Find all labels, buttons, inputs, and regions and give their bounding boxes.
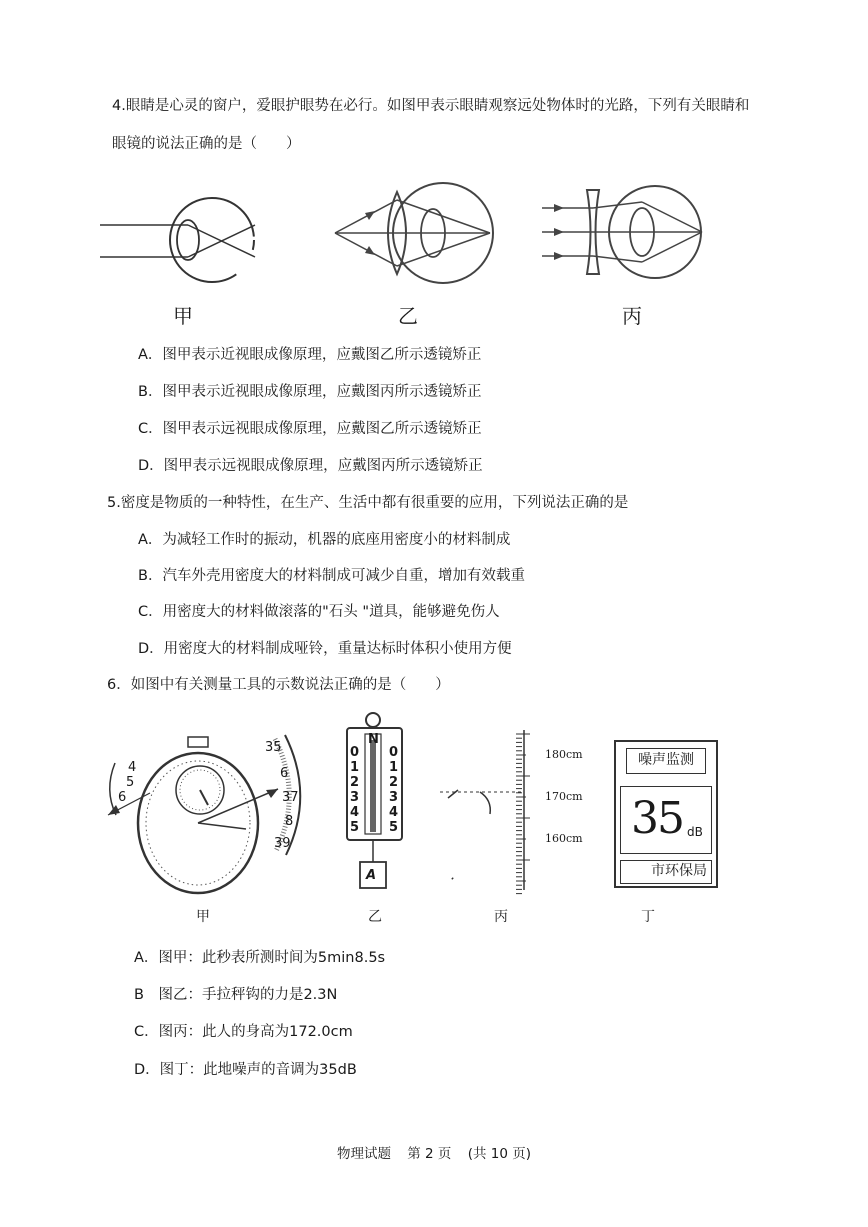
spring-scale-label-3: 3 <box>350 790 360 805</box>
spring-scale-label-2: 2 <box>350 775 360 790</box>
q4-option-d: D．图甲表示远视眼成像原理，应戴图丙所示透镜矫正 <box>138 458 483 474</box>
q5-option-d: D．用密度大的材料制成哑铃，重量达标时体积小使用方便 <box>138 641 512 657</box>
q4-figure-bing <box>542 180 707 285</box>
stopwatch-minute-4: 4 <box>128 760 137 775</box>
spring-scale-unit: N <box>368 732 379 747</box>
ruler-label-180: 180cm <box>545 748 583 761</box>
q6-option-b: B 图乙：手拉秤钩的力是2.3N <box>134 987 338 1003</box>
q4-option-c: C．图甲表示远视眼成像原理，应戴图乙所示透镜矫正 <box>138 421 482 437</box>
q6-stem: 6．如图中有关测量工具的示数说法正确的是（ ） <box>107 677 450 693</box>
q4-caption-jia: 甲 <box>173 304 193 328</box>
noise-monitor <box>614 740 718 888</box>
spring-scale-right-labels <box>389 745 399 835</box>
noise-monitor-footer: 市环保局 <box>651 863 707 879</box>
footer-subject: 物理试题 <box>336 1146 391 1162</box>
q4-figure-jia <box>100 195 270 285</box>
q6-option-d: D．图丁：此地噪声的音调为35dB <box>134 1062 357 1078</box>
q6-caption-yi: 乙 <box>368 909 382 925</box>
spring-scale-label-5: 5 <box>350 820 360 835</box>
q4-option-a: A．图甲表示近视眼成像原理，应戴图乙所示透镜矫正 <box>138 347 482 363</box>
q6-option-a: A．图甲：此秒表所测时间为5min8.5s <box>134 950 386 966</box>
ruler-ticks <box>516 732 532 892</box>
q4-stem-line2: 眼镜的说法正确的是（ ） <box>112 136 301 152</box>
noise-monitor-display <box>620 786 712 854</box>
stopwatch-label-8: 8 <box>285 814 294 829</box>
spring-scale-label-1: 1 <box>350 760 360 775</box>
footer-page: 第 2 页 <box>407 1146 452 1162</box>
page-footer <box>0 1142 868 1162</box>
q6-figure-ruler <box>440 730 550 895</box>
footer-total: (共 10 页) <box>467 1146 532 1162</box>
stopwatch-minute-5: 5 <box>126 775 135 790</box>
spring-scale-left-labels <box>350 745 360 835</box>
q4-caption-yi: 乙 <box>398 304 418 328</box>
spring-scale-label-4-r: 4 <box>389 805 399 820</box>
spring-scale-label-4: 4 <box>350 805 360 820</box>
ruler-label-170: 170cm <box>545 790 583 803</box>
stopwatch-label-6: 6 <box>280 766 289 781</box>
q6-option-c: C．图丙：此人的身高为172.0cm <box>134 1024 353 1040</box>
spring-scale-label-0: 0 <box>350 745 360 760</box>
q6-caption-ding: 丁 <box>641 909 655 925</box>
spring-scale-hook-label: A <box>366 868 377 883</box>
stopwatch-label-39: 39 <box>274 836 291 851</box>
noise-monitor-unit: dB <box>687 825 703 839</box>
stopwatch-label-35: 35 <box>265 740 282 755</box>
q4-stem-line1: 4.眼睛是心灵的窗户，爱眼护眼势在必行。如图甲表示眼睛观察远处物体时的光路，下列有关眼睛和 <box>112 98 750 114</box>
noise-monitor-title-box <box>626 748 706 774</box>
q6-figure-stopwatch <box>100 735 315 895</box>
stopwatch-minute-6: 6 <box>118 790 127 805</box>
spring-scale-label-1-r: 1 <box>389 760 399 775</box>
q5-option-c: C．用密度大的材料做滚落的"石头 "道具，能够避免伤人 <box>138 604 500 620</box>
q4-caption-bing: 丙 <box>622 304 642 328</box>
q4-option-b: B．图甲表示近视眼成像原理，应戴图丙所示透镜矫正 <box>138 384 482 400</box>
stopwatch-label-37: 37 <box>282 790 299 805</box>
q5-option-b: B．汽车外壳用密度大的材料制成可减少自重，增加有效载重 <box>138 568 525 584</box>
spring-scale-label-3-r: 3 <box>389 790 399 805</box>
noise-monitor-value: 35 <box>631 793 683 844</box>
noise-monitor-footer-box <box>620 860 712 884</box>
q5-stem: 5.密度是物质的一种特性，在生产、生活中都有很重要的应用，下列说法正确的是 <box>107 495 629 511</box>
spring-scale-label-0-r: 0 <box>389 745 399 760</box>
noise-monitor-title: 噪声监测 <box>638 752 694 768</box>
ruler-label-160: 160cm <box>545 832 583 845</box>
spring-scale-label-2-r: 2 <box>389 775 399 790</box>
q4-figure-yi <box>335 178 500 288</box>
q6-caption-bing: 丙 <box>494 909 508 925</box>
q6-caption-jia: 甲 <box>196 909 210 925</box>
q5-option-a: A．为减轻工作时的振动，机器的底座用密度小的材料制成 <box>138 532 511 548</box>
spring-scale-label-5-r: 5 <box>389 820 399 835</box>
